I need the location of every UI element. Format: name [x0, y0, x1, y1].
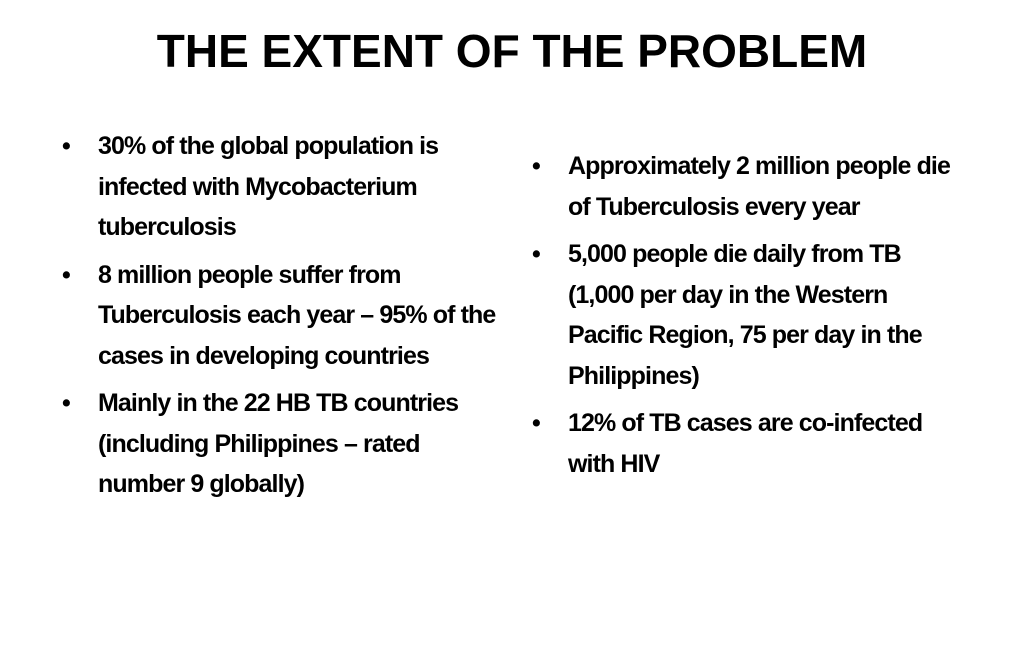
slide-title: THE EXTENT OF THE PROBLEM — [156, 25, 868, 77]
bullet-item — [530, 234, 950, 396]
bullet-icon: • — [532, 409, 540, 437]
bullet-item — [530, 403, 950, 484]
left-bullet-list — [60, 126, 500, 512]
bullet-item — [60, 255, 500, 377]
bullet-icon: • — [62, 389, 70, 417]
bullet-text: 8 million people suffer from Tuberculosis each year – 95% of the cases in developing countries — [98, 260, 496, 370]
bullet-text: 30% of the global population is infected with Mycobacterium tuberculosis — [98, 132, 439, 241]
bullet-icon: • — [62, 260, 70, 289]
right-bullet-list — [530, 146, 950, 491]
bullet-item — [60, 383, 500, 505]
bullet-icon: • — [532, 240, 540, 268]
bullet-text: 5,000 people die daily from TB (1,000 per day in the Western Pacific Region, 75 per day in the Philippines) — [568, 240, 922, 390]
bullet-text: Mainly in the 22 HB TB countries (including Philippines – rated number 9 globally) — [98, 389, 459, 498]
bullet-item — [60, 126, 500, 248]
bullet-text: Approximately 2 million people die of Tuberculosis every year — [568, 152, 950, 221]
bullet-item — [530, 146, 950, 227]
bullet-icon: • — [532, 152, 540, 180]
bullet-text: 12% of TB cases are co-infected with HIV — [568, 409, 923, 478]
bullet-icon: • — [62, 132, 70, 160]
